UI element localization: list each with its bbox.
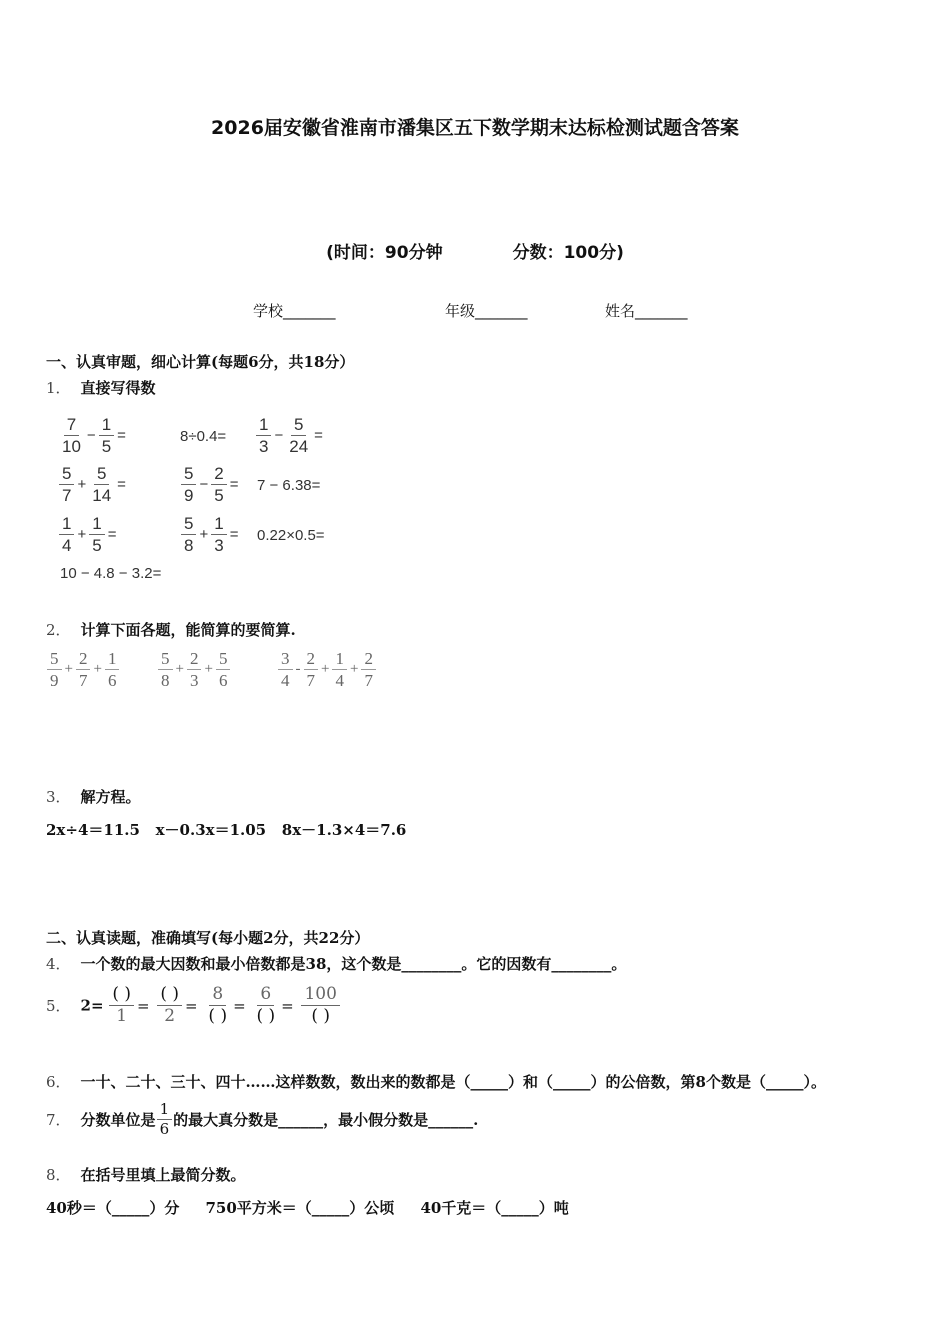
calc-item: $\frac{5}{8}$ + $\frac{1}{3}$ = [180, 515, 240, 554]
question-text: 一十、二十、三十、四十……这样数数，数出来的数都是（_____）和（_____）的公倍数，第8个数是（_____）。 [80, 1073, 826, 1091]
unit-fraction: $\frac{1}{6}$ [157, 1102, 173, 1137]
calc-item: $\frac{5}{7}$ + $\frac{5}{14}$ = [58, 465, 128, 504]
question-number: 2． [46, 621, 71, 639]
question-4 [46, 953, 626, 974]
question-text-post: 的最大真分数是______，最小假分数是______. [173, 1111, 479, 1129]
exam-score: 分数：100分) [512, 243, 624, 263]
calc-item: 8÷0.4= [180, 428, 227, 445]
question-number: 1． [46, 379, 71, 397]
page-title: 2026届安徽省淮南市潘集区五下数学期末达标检测试题含答案 [211, 117, 739, 139]
calc-item: $\frac{5}{9}$ − $\frac{2}{5}$ = [180, 465, 240, 504]
calc-item: 7 − 6.38= [257, 477, 321, 494]
section-2-heading: 二、认真读题，准确填写(每小题2分，共22分） [46, 929, 370, 947]
question-text: 直接写得数 [80, 379, 156, 397]
equation-1: 2x÷4＝11.5 [46, 821, 140, 839]
grade-field: 年级_______ [445, 302, 528, 320]
question-text: 一个数的最大因数和最小倍数都是38，这个数是________。它的因数有________。 [80, 955, 627, 973]
school-field: 学校_______ [253, 302, 336, 320]
calc-item: 0.22×0.5= [257, 527, 325, 544]
question-text: 计算下面各题，能简算的要简算. [80, 621, 296, 639]
conversion-row [46, 1197, 569, 1218]
fraction-blank: $\frac{( )}{2}$ [157, 986, 182, 1025]
question-number: 5． [46, 997, 71, 1015]
exam-meta [0, 238, 950, 263]
calc-item: 10 − 4.8 − 3.2= [60, 565, 162, 582]
conversion-mass: 40千克＝（_____）吨 [420, 1199, 569, 1217]
calc-item: $\frac{7}{10}$ − $\frac{1}{5}$ = [62, 415, 126, 456]
expression-3: $\frac{3}{4}$ - $\frac{2}{7}$ + $\frac{1}{4}$ + $\frac{2}{7}$ [277, 650, 377, 689]
equation-lead: 2= [80, 996, 104, 1015]
section-1-heading: 一、认真审题，细心计算(每题6分，共18分） [46, 353, 355, 371]
question-text: 在括号里填上最简分数。 [80, 1166, 246, 1184]
question-7 [46, 1102, 478, 1137]
expression-2: $\frac{5}{8}$ + $\frac{2}{3}$ + $\frac{5}{6}$ [157, 650, 231, 689]
calc-item: $\frac{1}{3}$ − $\frac{5}{24}$ = [255, 416, 325, 455]
exam-time: (时间：90分钟 [326, 243, 443, 263]
question-number: 8． [46, 1166, 71, 1184]
question-number: 3． [46, 788, 71, 806]
equation-2: x－0.3x＝1.05 [155, 821, 267, 839]
question-3 [46, 786, 141, 807]
expression-1: $\frac{5}{9}$ + $\frac{2}{7}$ + $\frac{1}{6}$ [46, 650, 120, 689]
fraction-blank: $\frac{( )}{1}$ [109, 986, 134, 1025]
question-number: 6． [46, 1073, 71, 1091]
name-field: 姓名_______ [605, 302, 688, 320]
question-1 [46, 377, 156, 398]
question-5: 5． 2= $\frac{( )}{1}$ = $\frac{( )}{2}$ = $\frac{8}{( )}$ = $\frac{6}{( )}$ = $\frac{100}{( )}$ [46, 986, 341, 1025]
equations-row [46, 819, 406, 840]
calc-item: $\frac{1}{4}$ + $\frac{1}{5}$ = [58, 515, 118, 554]
conversion-seconds: 40秒＝（_____）分 [46, 1199, 180, 1217]
question-2 [46, 619, 296, 640]
question-8 [46, 1164, 246, 1185]
question-text-pre: 分数单位是 [80, 1111, 156, 1129]
question-text: 解方程。 [80, 788, 141, 806]
question-number: 4． [46, 955, 71, 973]
question-6 [46, 1071, 826, 1092]
question-number: 7． [46, 1111, 71, 1129]
fraction-blank: $\frac{100}{( )}$ [301, 986, 339, 1025]
fraction-blank: $\frac{8}{( )}$ [208, 984, 228, 1026]
equation-3: 8x－1.3×4＝7.6 [281, 821, 407, 839]
fraction-blank: $\frac{6}{( )}$ [256, 984, 276, 1026]
conversion-area: 750平方米＝（_____）公顷 [205, 1199, 395, 1217]
